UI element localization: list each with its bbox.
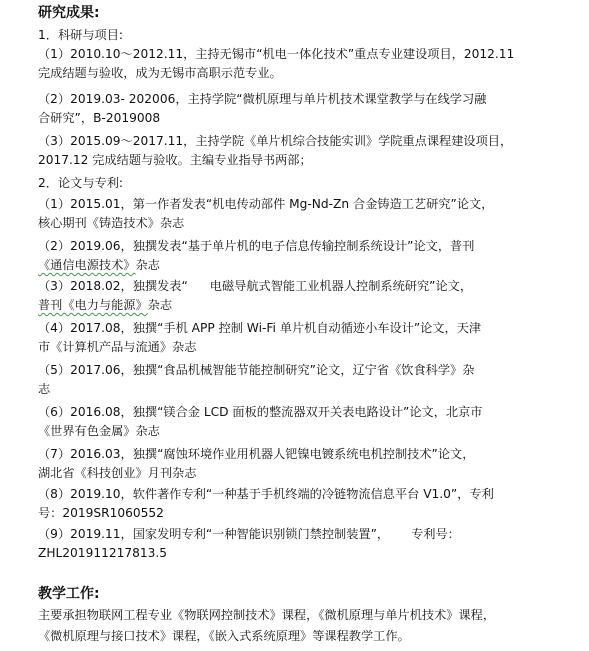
project-1-line-1: （1）2010.10～2012.11，主持无锡市“机电一体化技术”重点专业建设项目，2012.11 (38, 47, 515, 61)
paper-6-line-2: 《世界有色金属》杂志 (38, 424, 160, 438)
project-3-line-2: 2017.12 完成结题与验收。主编专业指导书两部； (38, 153, 312, 167)
project-1-line-2: 完成结题与验收，成为无锡市高职示范专业。 (38, 66, 282, 80)
teaching-line-1: 主要承担物联网工程专业《物联网控制技术》课程，《微机原理与单片机技术》课程， (38, 608, 496, 622)
paper-1-line-2: 核心期刊《铸造技术》杂志 (38, 216, 185, 230)
paper-6-line-1: （6）2016.08，独撰“镁合金 LCD 面板的整流器双开关表电路设计”论文，北京市 (38, 405, 483, 419)
project-2-line-1: （2）2019.03- 202006，主持学院“微机原理与单片机技术课堂教学与在线学习融 (38, 92, 487, 106)
paper-3-line-1 (38, 276, 472, 296)
paper-2-tail: 杂志 (135, 258, 160, 272)
project-2-line-2: 合研究”，B-2019008 (38, 111, 161, 125)
projects-heading: 1．科研与项目: (38, 28, 123, 42)
paper-2-journal: 《通信电源技术》 (38, 258, 136, 272)
research-heading: 研究成果: (38, 5, 100, 21)
patent-9-line-1 (38, 524, 460, 544)
paper-5-line-1: （5）2017.06，独撰“食品机械智能节能控制研究”论文，辽宁省《饮食科学》杂 (38, 363, 475, 377)
paper-3-line-2 (38, 295, 172, 315)
teaching-heading: 教学工作: (38, 586, 100, 602)
patent-9-line-2: ZHL201911217813.5 (38, 546, 167, 560)
patent-8-line-2: 号：2019SR1060552 (38, 506, 164, 520)
paper-7-line-1: （7）2016.03，独撰“腐蚀环境作业用机器人钯镍电镀系统电机控制技术”论文， (38, 447, 475, 461)
paper-4-line-1: （4）2017.08，独撰“手机 APP 控制 Wi-Fi 单片机自动循迹小车设计”论文，天津 (38, 321, 482, 335)
paper-2-line-2 (38, 255, 160, 275)
patent-9-title: （9）2019.11，国家发明专利“一种智能识别锁门禁控制装置”， (38, 527, 390, 541)
patent-9-number-label: 专利号： (411, 527, 460, 541)
papers-heading: 2．论文与专利: (38, 176, 123, 190)
project-3-line-1: （3）2015.09～2017.11，主持学院《单片机综合技能实训》学院重点课程建设项目， (38, 134, 513, 148)
paper-3-title-rest: 电磁导航式智能工业机器人控制系统研究”论文， (209, 279, 473, 293)
paper-1-line-1: （1）2015.01，第一作者发表“机电传动部件 Mg-Nd-Zn 合金铸造工艺研究”论文， (38, 197, 494, 211)
paper-3-prefix: （3）2018.02，独撰发表“ (38, 279, 188, 293)
paper-2-line-1: （2）2019.06，独撰发表“基于单片机的电子信息传输控制系统设计”论文，普刊 (38, 239, 475, 253)
paper-3-tail: 杂志 (147, 298, 173, 312)
patent-8-line-1: （8）2019.10，软件著作专利“一种基于手机终端的冷链物流信息平台 V1.0”，专利 (38, 487, 494, 501)
teaching-line-2: 《微机原理与接口技术》课程，《嵌入式系统原理》等课程教学工作。 (38, 629, 410, 643)
paper-4-line-2: 市《计算机产品与流通》杂志 (38, 340, 197, 354)
paper-3-journal: 普刊《电力与能源》 (38, 298, 148, 312)
paper-5-line-2: 志 (38, 382, 51, 396)
paper-7-line-2: 湖北省《科技创业》月刊杂志 (38, 466, 197, 480)
